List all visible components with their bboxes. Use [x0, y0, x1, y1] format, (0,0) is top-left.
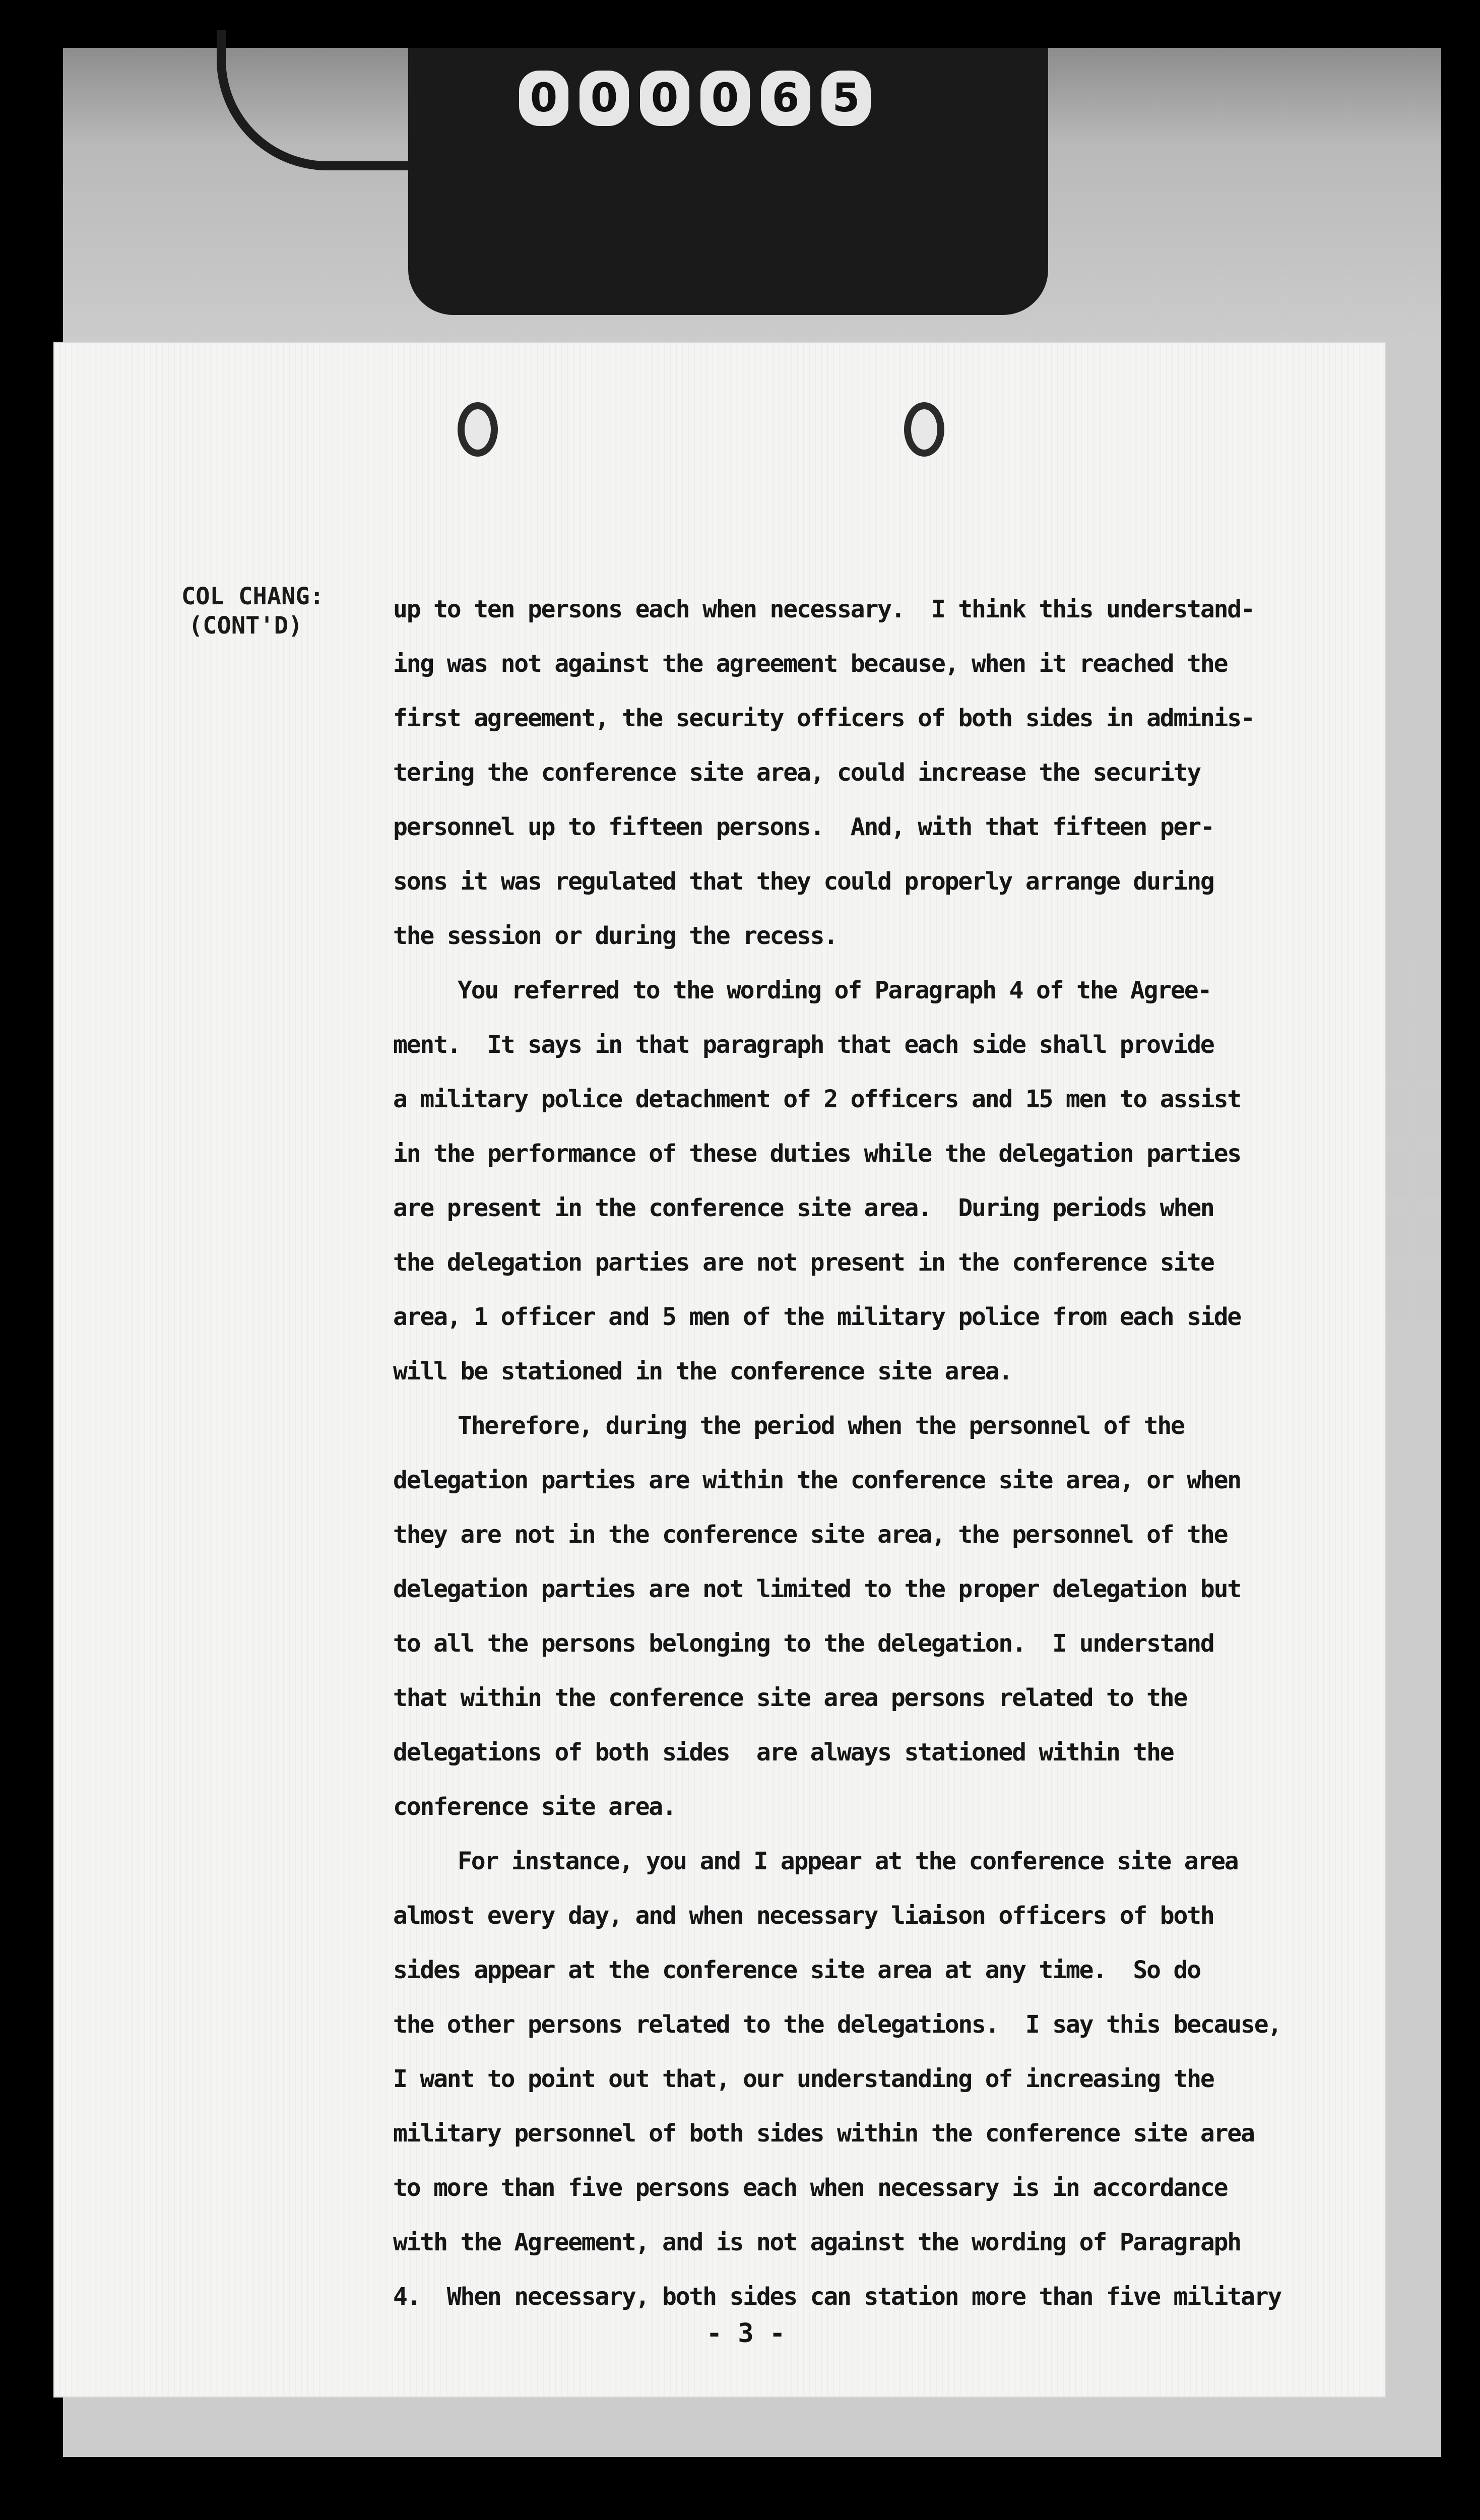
text-line: the delegation parties are not present in the conference site	[393, 1248, 1214, 1277]
counter-digit: 0	[519, 71, 568, 126]
text-line: delegations of both sides are always stationed within the	[393, 1738, 1174, 1767]
text-line: delegation parties are not limited to the proper delegation but	[393, 1575, 1241, 1603]
speaker-name: COL CHANG:	[181, 583, 324, 610]
transcript-body	[393, 582, 1295, 2324]
text-line: conference site area.	[393, 1793, 676, 1821]
text-line: in the performance of these duties while the delegation parties	[393, 1140, 1241, 1168]
text-line: You referred to the wording of Paragraph 4 of the Agree-	[458, 976, 1211, 1004]
text-line: that within the conference site area persons related to the	[393, 1684, 1187, 1712]
text-line: For instance, you and I appear at the conference site area	[458, 1847, 1238, 1875]
text-line: ment. It says in that paragraph that each side shall provide	[393, 1031, 1214, 1059]
text-line: ing was not against the agreement because, when it reached the	[393, 650, 1228, 678]
text-line: 4. When necessary, both sides can station more than five military	[393, 2283, 1281, 2311]
text-line: almost every day, and when necessary liaison officers of both	[393, 1902, 1214, 1930]
text-line: sides appear at the conference site area at any time. So do	[393, 1956, 1200, 1984]
text-line: are present in the conference site area. During periods when	[393, 1194, 1214, 1222]
text-line: the session or during the recess.	[393, 922, 838, 950]
punch-hole-right	[904, 402, 944, 457]
punch-hole-left	[458, 402, 498, 457]
text-line: they are not in the conference site area, the personnel of the	[393, 1521, 1228, 1549]
counter-digit: 0	[580, 71, 629, 126]
counter-digit: 0	[700, 71, 750, 126]
text-line: sons it was regulated that they could properly arrange during	[393, 867, 1214, 896]
page-number: - 3 -	[706, 2318, 786, 2349]
text-line: I want to point out that, our understanding of increasing the	[393, 2065, 1214, 2093]
text-line: tering the conference site area, could increase the security	[393, 759, 1200, 787]
counter-digit: 5	[821, 71, 871, 126]
text-line: first agreement, the security officers of both sides in adminis-	[393, 704, 1254, 732]
speaker-continuation: (CONT'D)	[188, 612, 303, 640]
text-line: will be stationed in the conference site area.	[393, 1357, 1012, 1385]
counter-digit: 0	[640, 71, 689, 126]
text-line: to more than five persons each when necessary is in accordance	[393, 2174, 1228, 2202]
text-line: Therefore, during the period when the personnel of the	[458, 1412, 1184, 1440]
counter-digit: 6	[761, 71, 810, 126]
text-line: with the Agreement, and is not against the wording of Paragraph	[393, 2228, 1241, 2256]
frame-counter-digits	[519, 71, 912, 126]
speaker-label	[181, 582, 373, 641]
text-line: area, 1 officer and 5 men of the military police from each side	[393, 1303, 1241, 1331]
text-line: the other persons related to the delegations. I say this because,	[393, 2010, 1281, 2039]
text-line: a military police detachment of 2 officers and 15 men to assist	[393, 1085, 1241, 1113]
text-line: delegation parties are within the conference site area, or when	[393, 1466, 1241, 1494]
text-line: personnel up to fifteen persons. And, with that fifteen per-	[393, 813, 1214, 841]
text-line: to all the persons belonging to the delegation. I understand	[393, 1629, 1214, 1658]
text-line: up to ten persons each when necessary. I think this understand-	[393, 595, 1254, 623]
text-line: military personnel of both sides within the conference site area	[393, 2119, 1254, 2148]
